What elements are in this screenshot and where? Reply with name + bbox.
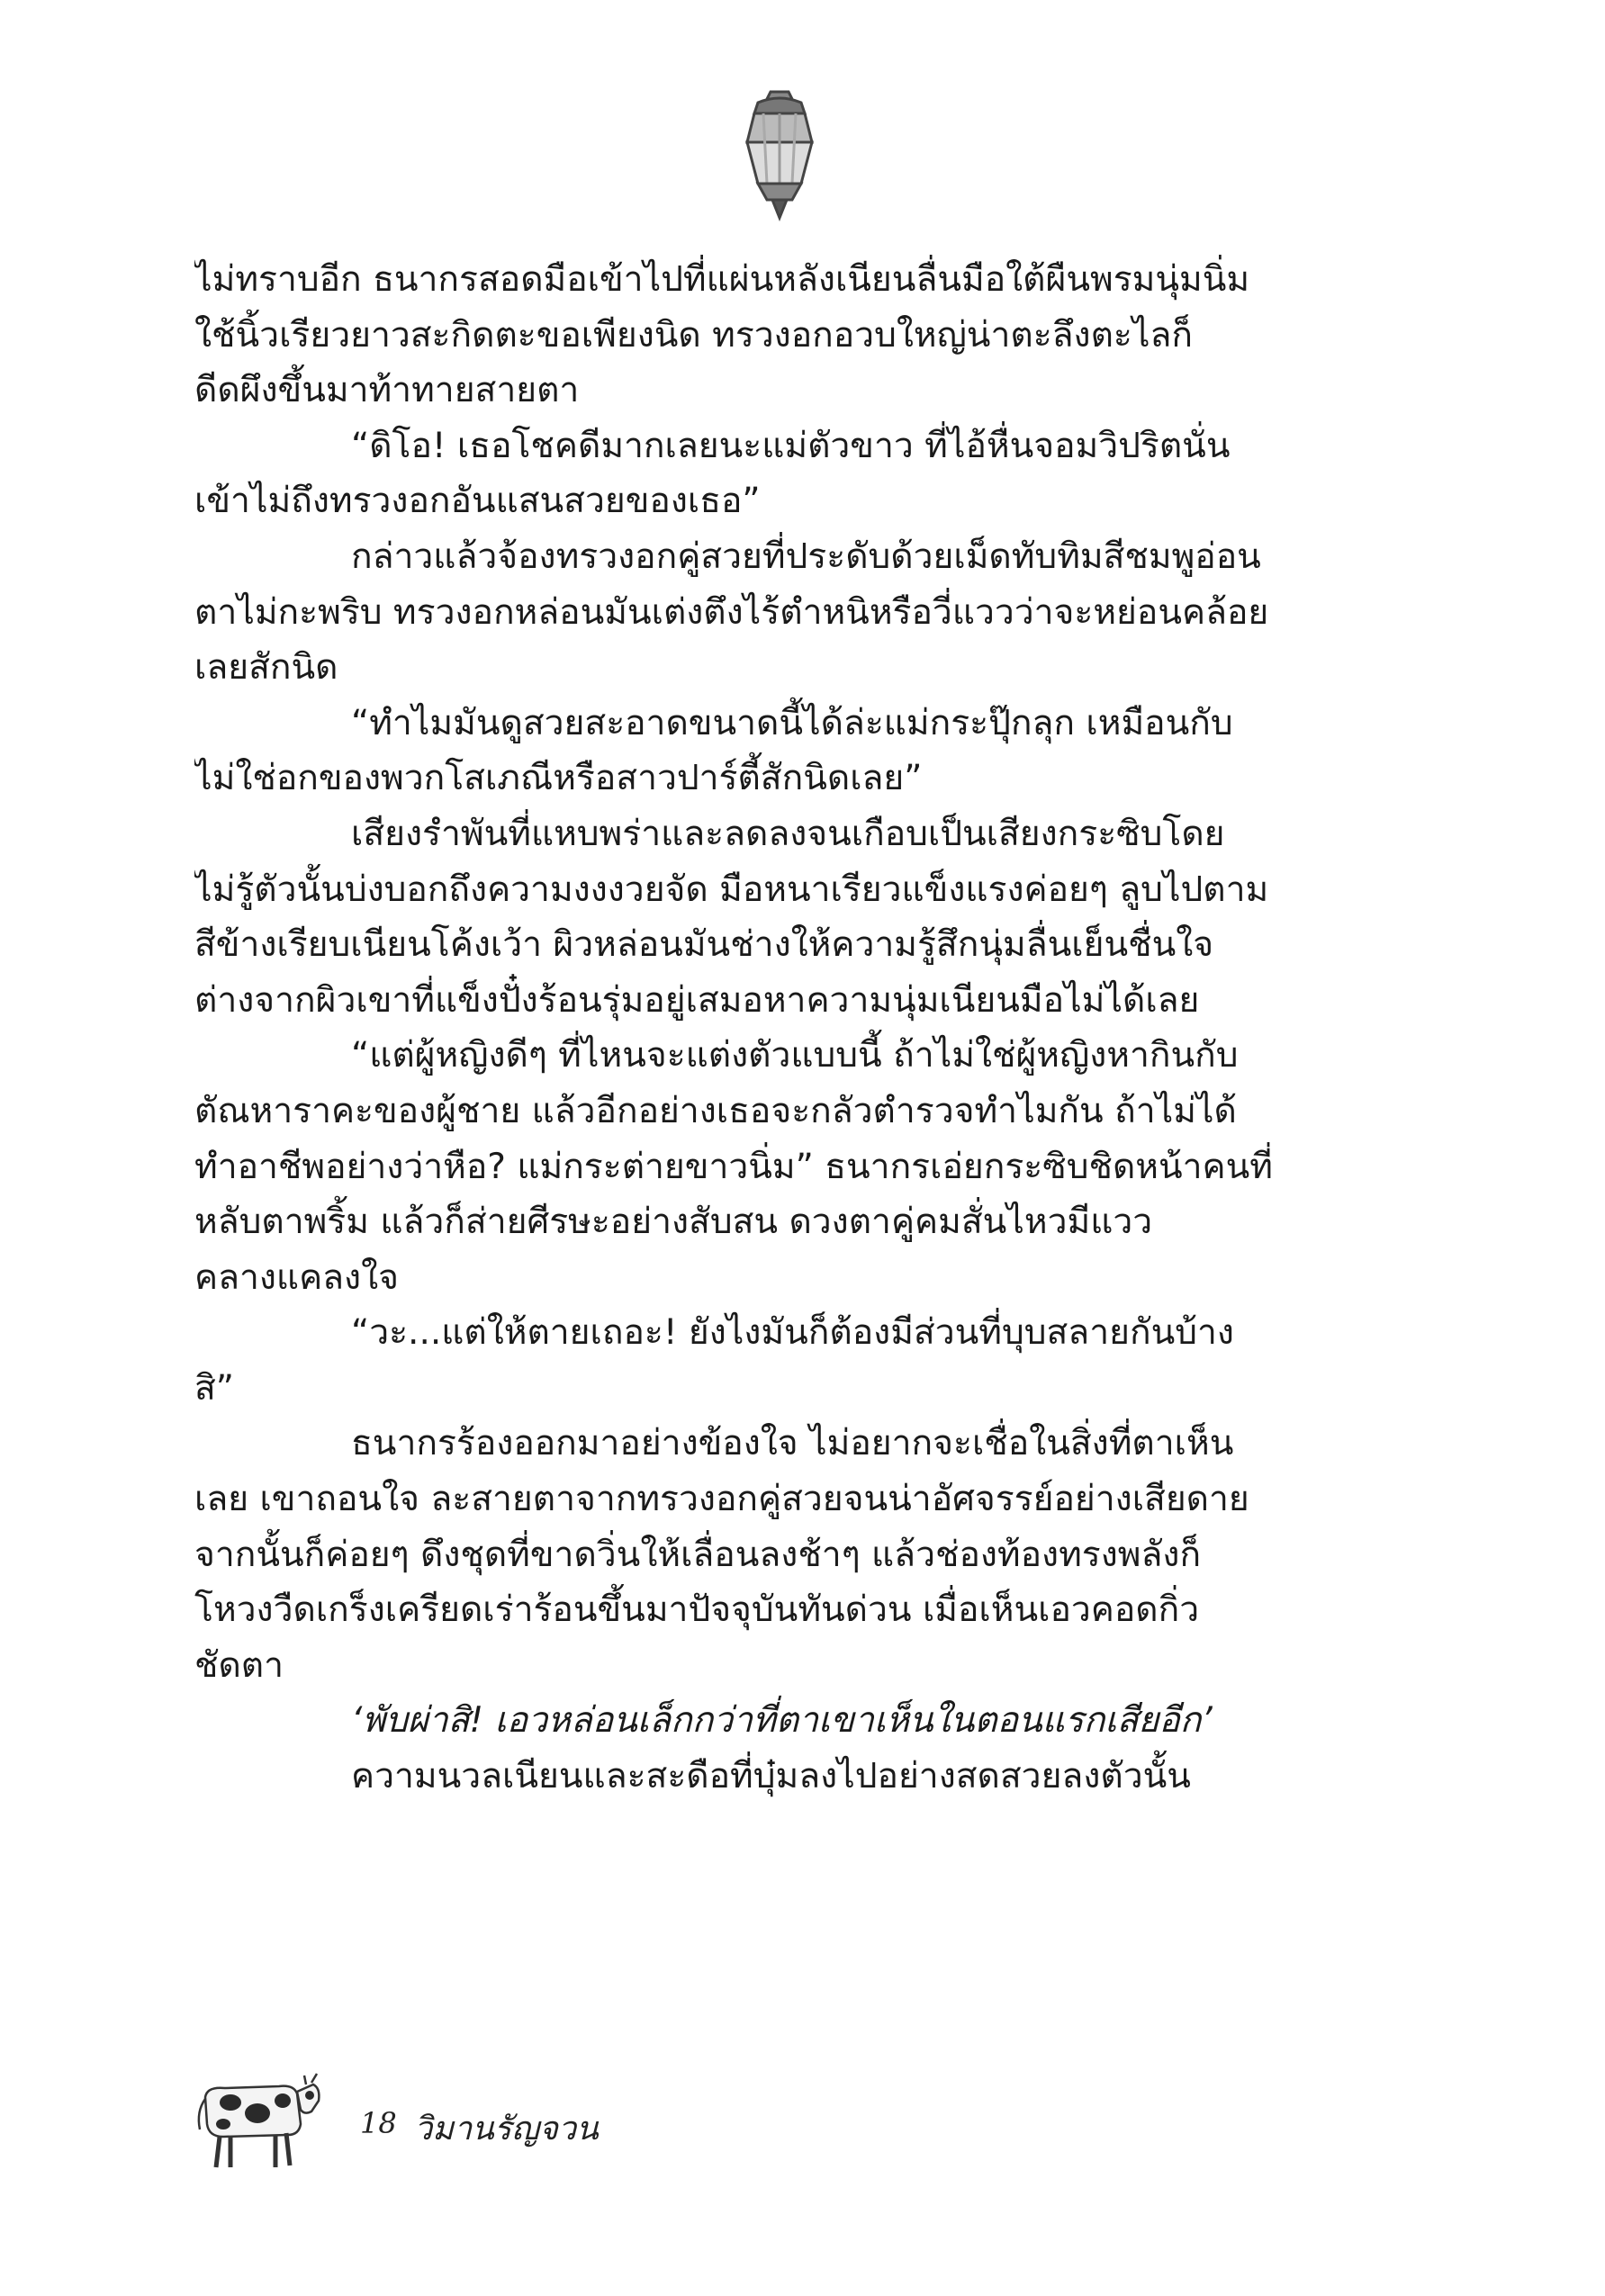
body-line: “ทำไมมันดูสวยสะอาดขนาดนี้ได้ล่ะแม่กระปุ๊กลุก เหมือนกับ	[351, 702, 1233, 743]
body-line: โหวงวืดเกร็งเครียดเร่าร้อนขึ้นมาปัจจุบันทันด่วน เมื่อเห็นเอวคอดกิ่ว	[194, 1589, 1200, 1631]
body-line: ตาไม่กะพริบ ทรวงอกหล่อนมันเต่งตึงไร้ตำหนิหรือวี่แววว่าจะหย่อนคล้อย	[194, 591, 1269, 633]
body-line: ตัณหาราคะของผู้ชาย แล้วอีกอย่างเธอจะกลัวตำรวจทำไมกัน ถ้าไม่ได้	[194, 1090, 1237, 1131]
body-line: ชัดตา	[194, 1644, 284, 1686]
body-line: เข้าไม่ถึงทรวงอกอันแสนสวยของเธอ”	[194, 481, 761, 522]
body-line: “วะ...แต่ให้ตายเถอะ! ยังไงมันก็ต้องมีส่วนที่บุบสลายกันบ้าง	[351, 1312, 1234, 1354]
page-footer	[189, 2061, 729, 2196]
body-line: หลับตาพริ้ม แล้วก็ส่ายศีรษะอย่างสับสน ดวงตาคู่คมสั่นไหวมีแวว	[194, 1202, 1153, 1243]
body-line: ต่างจากผิวเขาที่แข็งปั๋งร้อนรุ่มอยู่เสมอหาความนุ่มเนียนมือไม่ได้เลย	[194, 979, 1200, 1021]
body-line: คลางแคลงใจ	[194, 1256, 399, 1298]
body-line: กล่าวแล้วจ้องทรวงอกคู่สวยที่ประดับด้วยเม็ดทับทิมสีชมพูอ่อน	[351, 536, 1261, 577]
body-line: ไม่รู้ตัวนั้นบ่งบอกถึงความงงงวยจัด มือหนาเรียวแข็งแรงค่อยๆ ลูบไปตาม	[194, 869, 1269, 910]
body-line: ความนวลเนียนและสะดือที่บุ๋มลงไปอย่างสดสวยลงตัวนั้น	[351, 1756, 1191, 1797]
book-title: วิมานรัญจวน	[414, 2111, 599, 2147]
lantern-icon	[726, 86, 834, 221]
body-line: สิ”	[194, 1367, 235, 1409]
body-text	[194, 252, 1338, 1805]
body-line: เลยสักนิด	[194, 647, 338, 689]
body-line: ดีดผึงขึ้นมาท้าทายสายตา	[194, 370, 580, 411]
body-line: สีข้างเรียบเนียนโค้งเว้า ผิวหล่อนมันช่างให้ความรู้สึกนุ่มลื่นเย็นชื่นใจ	[194, 924, 1214, 966]
body-line: “แต่ผู้หญิงดีๆ ที่ไหนจะแต่งตัวแบบนี้ ถ้าไม่ใช่ผู้หญิงหากินกับ	[351, 1035, 1239, 1076]
body-line: ทำอาชีพอย่างว่าหือ? แม่กระต่ายขาวนิ่ม” ธนากรเอ่ยกระซิบชิดหน้าคนที่	[194, 1146, 1273, 1187]
body-line: “ดิโอ! เธอโชคดีมากเลยนะแม่ตัวขาว ที่ไอ้หื่นจอมวิปริตนั่น	[351, 425, 1231, 466]
body-line: ‘พับผ่าสิ! เอวหล่อนเล็กกว่าที่ตาเขาเห็นในตอนแรกเสียอีก’	[351, 1700, 1213, 1742]
body-line: ไม่ทราบอีก ธนากรสอดมือเข้าไปที่แผ่นหลังเนียนลื่นมือใต้ผืนพรมนุ่มนิ่ม	[194, 259, 1250, 300]
body-line: จากนั้นก็ค่อยๆ ดึงชุดที่ขาดวิ่นให้เลื่อนลงช้าๆ แล้วช่องท้องทรงพลังก็	[194, 1534, 1202, 1575]
cow-icon	[189, 2061, 324, 2178]
body-line: ธนากรร้องออกมาอย่างข้องใจ ไม่อยากจะเชื่อในสิ่งที่ตาเห็น	[351, 1423, 1234, 1464]
page-number: 18	[360, 2106, 397, 2140]
body-line: เสียงรำพันที่แหบพร่าและลดลงจนเกือบเป็นเสียงกระซิบโดย	[351, 813, 1225, 854]
body-line: ไม่ใช่อกของพวกโสเภณีหรือสาวปาร์ตี้สักนิดเลย”	[194, 758, 923, 799]
body-line: ใช้นิ้วเรียวยาวสะกิดตะขอเพียงนิด ทรวงอกอวบใหญ่น่าตะลึงตะไลก็	[194, 314, 1193, 356]
body-line: เลย เขาถอนใจ ละสายตาจากทรวงอกคู่สวยจนน่าอัศจรรย์อย่างเสียดาย	[194, 1479, 1249, 1520]
